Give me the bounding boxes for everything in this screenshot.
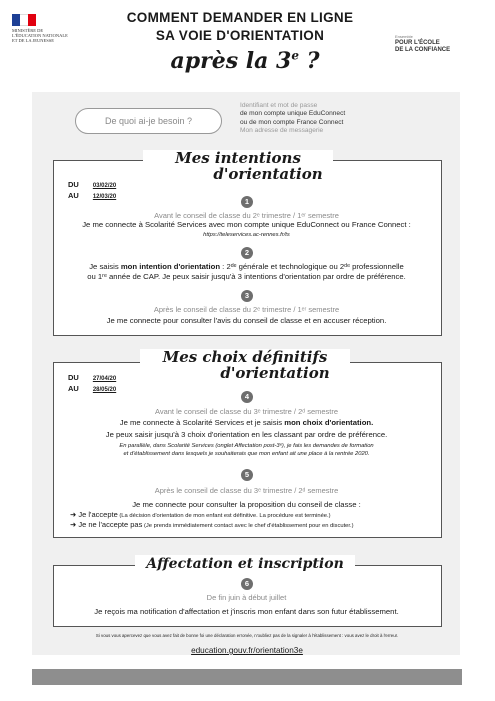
au-label: AU (68, 191, 79, 200)
footer-url-link[interactable]: education.gouv.fr/orientation3e (191, 646, 303, 655)
step6-text: Je reçois ma notification d'affectation et j'inscris mon enfant dans son futur établissement. (94, 607, 399, 616)
step-number-badge: 1 (241, 196, 253, 208)
need-item: Mon adresse de messagerie (240, 127, 324, 135)
page-title-line2: SA VOIE D'ORIENTATION (155, 28, 325, 43)
section-affectation-title: Affectation et inscription (135, 555, 355, 573)
step5-heading: Après le conseil de classe du 3ᵉ trimestre / 2ᵈ semestre (154, 486, 339, 495)
title3-text: après la 3 (170, 48, 292, 74)
page-title-line3 (150, 48, 340, 74)
au-label: AU (68, 384, 79, 393)
bullet-main: Je l'accepte (78, 510, 118, 519)
bullet-main: Je ne l'accepte pas (78, 520, 143, 529)
arrow-right-icon: ➜ (70, 520, 79, 529)
brand-line1: POUR L'ÉCOLE (395, 40, 440, 46)
step3-text: Je me connecte pour consulter l'avis du conseil de classe et en accuser réception. (106, 316, 387, 325)
du-value: 27/04/20 (92, 376, 117, 382)
ministry-name: MINISTÈRE DE L'ÉDUCATION NATIONALE ET DE LA JEUNESSE (12, 28, 68, 43)
section-intentions-title (143, 150, 333, 182)
step-number-badge: 3 (241, 290, 253, 302)
au-value: 28/05/20 (92, 387, 117, 393)
need-item: Identifiant et mot de passe (240, 102, 318, 109)
date-range (68, 373, 116, 393)
step4-text2: Je peux saisir jusqu'à 3 choix d'orientation en les classant par ordre de préférence. (105, 430, 388, 439)
arrow-right-icon: ➜ (70, 510, 79, 519)
step4-prefix: Je me connecte à Scolarité Services et je saisis (119, 418, 285, 427)
needs-list (240, 102, 440, 136)
step-number-badge: 2 (241, 247, 253, 259)
page-title-line1: COMMENT DEMANDER EN LIGNE (126, 10, 354, 25)
brand-line2: DE LA CONFIANCE (395, 47, 451, 53)
step3-heading: Après le conseil de classe du 2ᵉ trimestre / 1ᵉʳ semestre (153, 305, 340, 314)
step1-heading: Avant le conseil de classe du 2ᵉ trimestre / 1ᵉʳ semestre (154, 211, 339, 220)
step1-text: Je me connecte à Scolarité Services avec mon compte unique EduConnect ou France Connect : (82, 220, 411, 229)
step4-small2: et d'établissement dans lesquels je souhaiterais que mon enfant ait une place à la rentrée 2020. (123, 451, 370, 457)
step2-text (53, 262, 440, 272)
footer-note: Si vous vous apercevez que vous avez fait de bonne foi une déclaration erronée, n'oubliez pas de la signaler à l'établissement : vous avez le droit à l'erreur. (95, 633, 399, 638)
flag-icon (12, 14, 36, 26)
du-value: 03/02/20 (92, 183, 117, 189)
step4-bold: mon choix d'orientation. (284, 418, 374, 427)
bullet-note: (Je prends immédiatement contact avec le chef d'établissement pour en discuter.) (142, 523, 354, 529)
needs-button[interactable]: De quoi ai-je besoin ? (75, 108, 222, 134)
du-label: DU (68, 373, 79, 382)
section-title-line2: d'orientation (213, 165, 323, 183)
bullet-refuse (70, 520, 440, 531)
section-title-line2: d'orientation (220, 364, 330, 382)
title3-sup: e (291, 48, 299, 63)
brand-logo (395, 33, 485, 54)
footer-bar (32, 669, 462, 685)
au-value: 12/03/20 (92, 194, 117, 200)
step2-text2: ou 1ʳᵉ année de CAP. Je peux saisir jusqu'à 3 intentions d'orientation par ordre de préférence. (87, 272, 406, 281)
step4-text (53, 418, 440, 428)
section-title-line1: Mes choix définitifs (162, 348, 328, 366)
step-number-badge: 5 (241, 469, 253, 481)
step-number-badge: 4 (241, 391, 253, 403)
step-number-badge: 6 (241, 578, 253, 590)
du-label: DU (68, 180, 79, 189)
section-title-line1: Mes intentions (175, 149, 301, 167)
bullet-note: (La décision d'orientation de mon enfant est définitive. La procédure est terminée.) (117, 513, 331, 519)
need-item: de mon compte unique EduConnect (240, 110, 346, 118)
step4-heading: Avant le conseil de classe du 3ᵉ trimestre / 2ᵈ semestre (154, 407, 339, 416)
step5-text: Je me connecte pour consulter la proposition du conseil de classe : (132, 500, 361, 509)
step2-bold: mon intention d'orientation (120, 262, 221, 271)
step6-heading: De fin juin à début juillet (206, 593, 287, 602)
need-item: ou de mon compte France Connect (240, 118, 344, 126)
step4-small1: En parallèle, dans Scolarité Services (onglet Affectation post-3ᵉ), je fais les demandes de formation (119, 443, 374, 449)
scolarite-link[interactable]: https://teleservices.ac-rennes.fr/ts (203, 232, 290, 238)
section-choices-title (140, 349, 350, 381)
ministry-logo (12, 14, 82, 64)
brand-small: Ensemble (395, 34, 413, 39)
step2-prefix: Je saisis (89, 262, 121, 271)
date-range (68, 180, 116, 200)
title3-q: ? (298, 48, 320, 74)
step2-rest: : 2ᵈᵉ générale et technologique ou 2ᵈᵉ professionnelle (220, 262, 404, 271)
